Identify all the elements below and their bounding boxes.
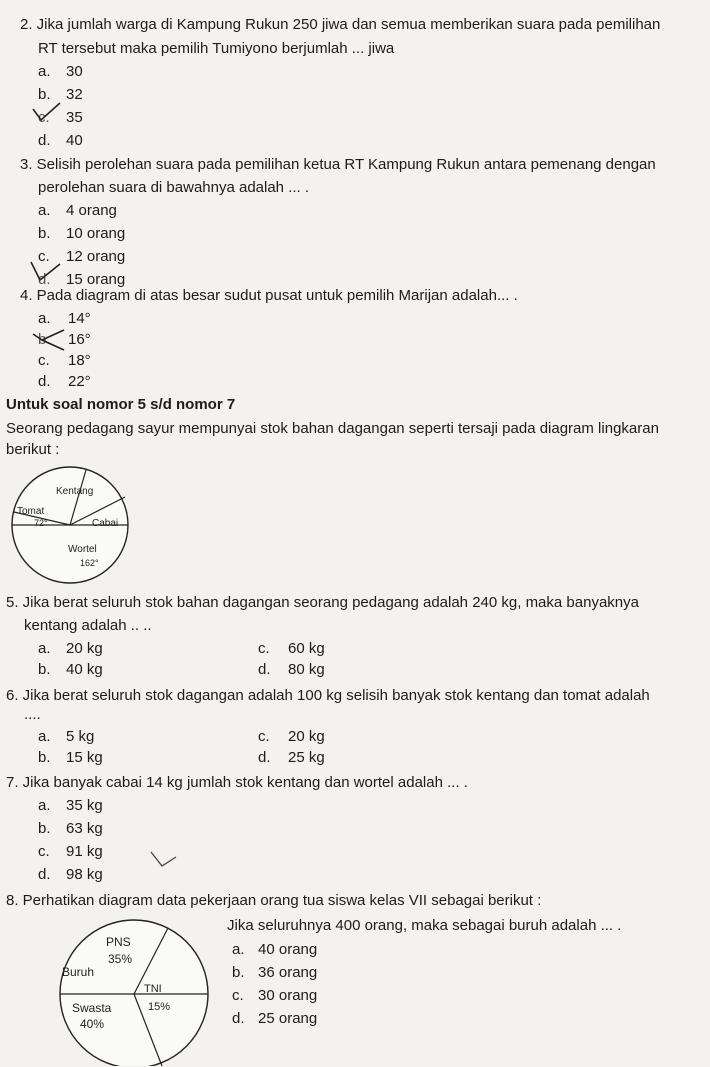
q8-text-line1: 8. Perhatikan diagram data pekerjaan orang tua siswa kelas VII sebagai berikut : [6,892,542,909]
q6-option-a: 5 kg [66,728,95,745]
pie-label-tomat-angle: 72° [34,518,48,528]
q6-option-b: 15 kg [66,749,103,766]
q2-option-b: 32 [66,86,83,103]
q5-option-c-letter: c. [258,640,270,657]
q8-option-b-letter: b. [232,964,245,981]
q2-option-a-letter: a. [38,63,51,80]
answer-check-mark [30,100,64,130]
q6-option-d: 25 kg [288,749,325,766]
q6-option-c-letter: c. [258,728,270,745]
q5-text-line2: kentang adalah .. .. [24,617,152,634]
q4-option-a: 14° [68,310,91,327]
q4-option-d-letter: d. [38,373,51,390]
q6-option-b-letter: b. [38,749,51,766]
pie-label-cabai: Cabai [92,518,119,529]
q3-option-d-letter: d. [38,271,51,288]
q3-text-line1: 3. Selisih perolehan suara pada pemilihan ketua RT Kampung Rukun antara pemenang dengan [20,156,656,173]
q5-option-b-letter: b. [38,661,51,678]
q3-option-c: 12 orang [66,248,126,265]
pie-label-buruh: Buruh [62,965,95,979]
pie-label-swasta: Swasta [72,1001,112,1015]
q7-option-a-letter: a. [38,797,51,814]
q5-option-d-letter: d. [258,661,271,678]
section-intro-line1: Seorang pedagang sayur mempunyai stok bahan dagangan seperti tersaji pada diagram lingkaran [6,420,659,437]
q4-option-b-letter: b. [38,331,51,348]
q3-option-d: 15 orang [66,271,126,288]
q3-option-a: 4 orang [66,202,117,219]
q2-text-line2: RT tersebut maka pemilih Tumiyono berjumlah ... jiwa [38,40,395,57]
pie-label-tni-percent: 15% [148,1001,171,1013]
q8-option-d-letter: d. [232,1010,245,1027]
pie-label-pns-percent: 35% [108,952,133,966]
pie-label-wortel-angle: 162° [80,558,99,568]
q7-option-c-letter: c. [38,843,50,860]
q2-option-b-letter: b. [38,86,51,103]
q6-text-line1: 6. Jika berat seluruh stok dagangan adalah 100 kg selisih banyak stok kentang dan tomat adalah [6,687,650,704]
q7-text-line1: 7. Jika banyak cabai 14 kg jumlah stok kentang dan wortel adalah ... . [6,774,468,791]
q4-option-c: 18° [68,352,91,369]
q4-option-d: 22° [68,373,91,390]
q7-option-d: 98 kg [66,866,103,883]
q8-option-c: 30 orang [258,987,318,1004]
q2-text-line1: 2. Jika jumlah warga di Kampung Rukun 250 jiwa dan semua memberikan suara pada pemilihan [20,16,661,33]
q7-option-a: 35 kg [66,797,103,814]
q6-option-a-letter: a. [38,728,51,745]
q5-option-a: 20 kg [66,640,103,657]
q7-option-b: 63 kg [66,820,103,837]
q7-option-d-letter: d. [38,866,51,883]
q2-option-a: 30 [66,63,83,80]
q8-option-a: 40 orang [258,941,318,958]
q2-option-d-letter: d. [38,132,51,149]
q2-option-c: 35 [66,109,83,126]
q8-option-a-letter: a. [232,941,245,958]
pie-label-kentang: Kentang [56,486,94,497]
q3-option-a-letter: a. [38,202,51,219]
q4-text-line1: 4. Pada diagram di atas besar sudut pusat untuk pemilih Marijan adalah... . [20,287,518,304]
pie-label-tomat: Tomat [17,506,45,517]
q2-option-c-letter: c. [38,109,50,126]
q7-option-b-letter: b. [38,820,51,837]
q8-side-text: Jika seluruhnya 400 orang, maka sebagai buruh adalah ... . [227,917,622,934]
section-heading: Untuk soal nomor 5 s/d nomor 7 [6,396,236,413]
q5-option-d: 80 kg [288,661,325,678]
q6-text-line2: .... [24,706,41,723]
q6-option-c: 20 kg [288,728,325,745]
q3-option-c-letter: c. [38,248,50,265]
q4-option-a-letter: a. [38,310,51,327]
q3-text-line2: perolehan suara di bawahnya adalah ... . [38,179,310,196]
q4-option-b: 16° [68,331,91,348]
pie-label-pns: PNS [106,935,131,949]
q5-option-b: 40 kg [66,661,103,678]
q4-option-c-letter: c. [38,352,50,369]
q7-option-c: 91 kg [66,843,103,860]
pie-label-tni: TNI [144,983,162,995]
q5-text-line1: 5. Jika berat seluruh stok bahan dagangan seorang pedagang adalah 240 kg, maka banyaknya [6,594,639,611]
section-intro-line2: berikut : [6,441,60,458]
q5-option-a-letter: a. [38,640,51,657]
pie-label-swasta-percent: 40% [80,1017,105,1031]
answer-check-mark [28,258,64,288]
q8-option-b: 36 orang [258,964,318,981]
q3-option-b-letter: b. [38,225,51,242]
q8-option-d: 25 orang [258,1010,318,1027]
q6-option-d-letter: d. [258,749,271,766]
q8-option-c-letter: c. [232,987,244,1004]
q2-option-d: 40 [66,132,83,149]
pie-label-wortel: Wortel [68,544,97,555]
q3-option-b: 10 orang [66,225,126,242]
answer-check-mark [30,326,68,360]
pie-chart-stock [0,460,140,590]
q5-option-c: 60 kg [288,640,325,657]
pie-chart-jobs [40,916,220,1066]
pencil-mark [148,848,180,872]
